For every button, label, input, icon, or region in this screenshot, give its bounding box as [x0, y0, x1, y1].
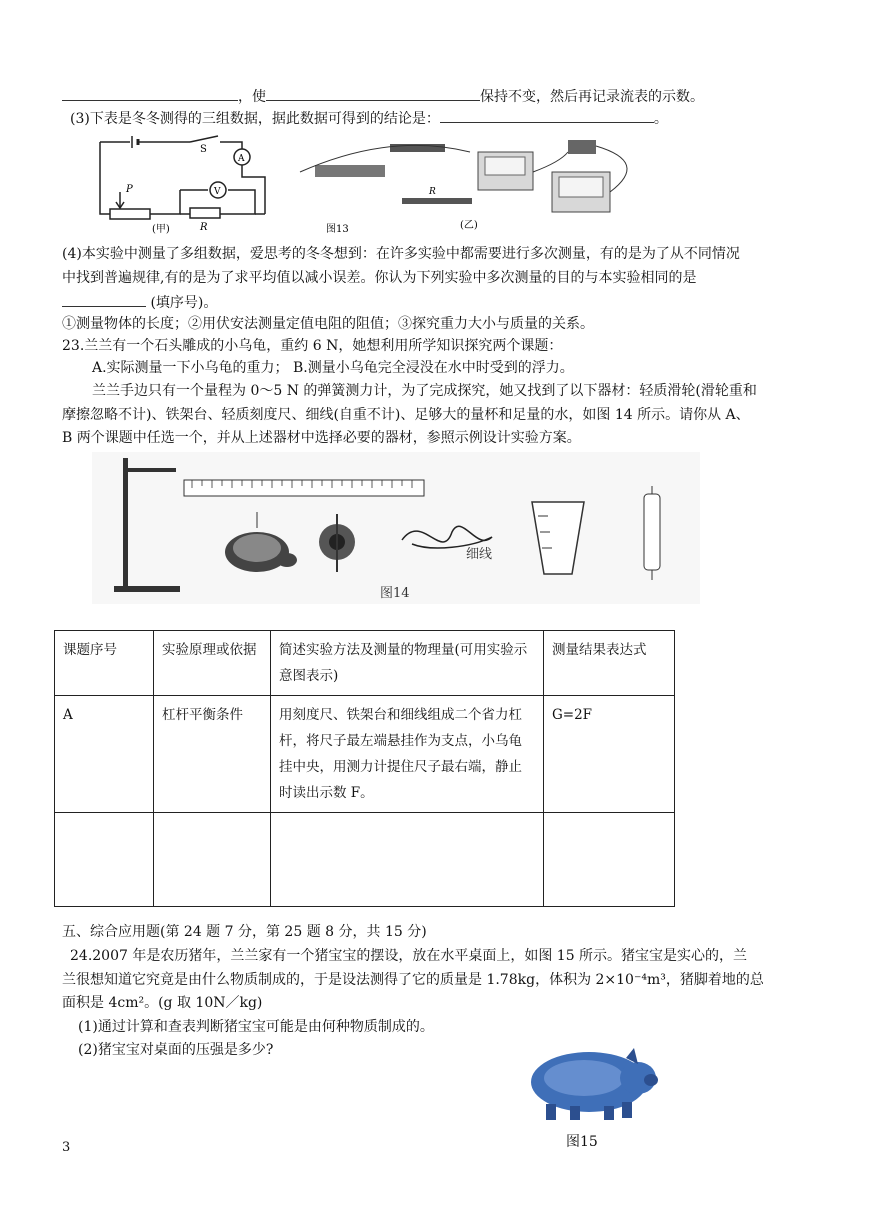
answer-blank[interactable] [62, 86, 238, 101]
table-row-empty [55, 813, 675, 907]
q23-line-5: B 两个课题中任选一个，并从上述器材中选择必要的器材，参照示例设计实验方案。 [62, 430, 581, 446]
q24-sub-2: (2)猪宝宝对桌面的压强是多少? [78, 1042, 274, 1058]
pig-figurine-icon [531, 1048, 658, 1120]
empty-cell[interactable] [55, 813, 154, 907]
label-p: P [126, 184, 133, 195]
section-5-title: 五、综合应用题(第 24 题 7 分，第 25 题 8 分，共 15 分) [62, 924, 427, 940]
q24-line-1: 24.2007 年是农历猪年，兰兰家有一个猪宝宝的摆设，放在水平桌面上，如图 15 所示。猪宝宝是实心的，兰 [70, 948, 748, 964]
thread-label: 细线 [466, 547, 493, 562]
cell-principle: 杠杆平衡条件 [154, 696, 271, 813]
table-header-row [55, 631, 675, 696]
spring-scale-icon [644, 486, 660, 580]
label-jia-caption: (甲) [152, 224, 170, 234]
header-topic-number: 课题序号 [55, 631, 154, 696]
q4-line-1: (4)本实验中测量了多组数据，爱思考的冬冬想到：在许多实验中都需要进行多次测量，有的是为了从不同情况 [62, 246, 740, 262]
page-number: 3 [62, 1140, 71, 1155]
label-s: S [200, 144, 207, 155]
answer-blank[interactable] [440, 108, 654, 123]
empty-cell[interactable] [544, 813, 675, 907]
q4-line-3: (填序号)。 [62, 292, 217, 313]
label-r: R [200, 222, 208, 233]
experiment-table [54, 630, 675, 907]
q23-topics: A.实际测量一下小乌龟的重力； B.测量小乌龟完全浸没在水中时受到的浮力。 [92, 360, 574, 376]
figure-15-pig [514, 1036, 664, 1128]
cell-topic: A [55, 696, 154, 813]
label-yi-caption: (乙) [460, 220, 478, 231]
table-row [55, 696, 675, 813]
header-method: 简述实验方法及测量的物理量(可用实验示意图表示) [271, 631, 544, 696]
question-3: (3)下表是冬冬测得的三组数据，据此数据可得到的结论是： 。 [70, 108, 668, 129]
figure-14-caption: 图14 [380, 586, 410, 601]
apparatus-photo-yi [300, 140, 627, 212]
header-principle: 实验原理或依据 [154, 631, 271, 696]
q23-line-1: 23.兰兰有一个石头雕成的小乌龟，重约 6 N，她想利用所学知识探究两个课题： [62, 338, 563, 354]
q24-line-2: 兰很想知道它究竟是由什么物质制成的，于是设法测得了它的质量是 1.78kg，体积为 2×10⁻⁴m³，猪脚着地的总 [62, 972, 764, 988]
label-v: V [214, 187, 221, 197]
empty-cell[interactable] [154, 813, 271, 907]
label-a: A [238, 154, 245, 164]
q24-line-3: 面积是 4cm²。(g 取 10N／kg) [62, 995, 263, 1011]
q4-line-2: 中找到普遍规律,有的是为了求平均值以减小误差。你认为下列实验中多次测量的目的与本实验相同的是 [62, 270, 697, 286]
figure-13 [90, 132, 650, 234]
fill-line-1: ，使 保持不变，然后再记录流表的示数。 [62, 86, 704, 107]
q23-line-3: 兰兰手边只有一个量程为 0～5 N 的弹簧测力计，为了完成探究，她又找到了以下器材：轻质滑轮(滑轮重和 [92, 383, 757, 399]
ruler-icon [184, 480, 424, 496]
q24-sub-1: (1)通过计算和查表判断猪宝宝可能是由何种物质制成的。 [78, 1019, 434, 1035]
figure-13-caption: 图13 [326, 224, 349, 234]
q23-line-4: 摩擦忽略不计)、铁架台、轻质刻度尺、细线(自重不计)、足够大的量杯和足量的水，如图 14 所示。请你从 A、 [62, 407, 750, 423]
answer-blank[interactable] [266, 86, 480, 101]
circuit-diagram-jia [100, 136, 265, 219]
cell-method: 用刻度尺、铁架台和细线组成二个省力杠杆，将尺子最左端悬挂作为支点，小乌龟挂中央，用测力计提住尺子最右端，静止时读出示数 F。 [271, 696, 544, 813]
empty-cell[interactable] [271, 813, 544, 907]
figure-14 [92, 452, 700, 604]
answer-blank[interactable] [62, 292, 146, 307]
figure-15-caption: 图15 [566, 1134, 598, 1150]
label-r-yi: R [429, 187, 436, 197]
q4-options: ①测量物体的长度；②用伏安法测量定值电阻的阻值；③探究重力大小与质量的关系。 [62, 316, 594, 332]
header-expression: 测量结果表达式 [544, 631, 675, 696]
cell-expression: G=2F [544, 696, 675, 813]
